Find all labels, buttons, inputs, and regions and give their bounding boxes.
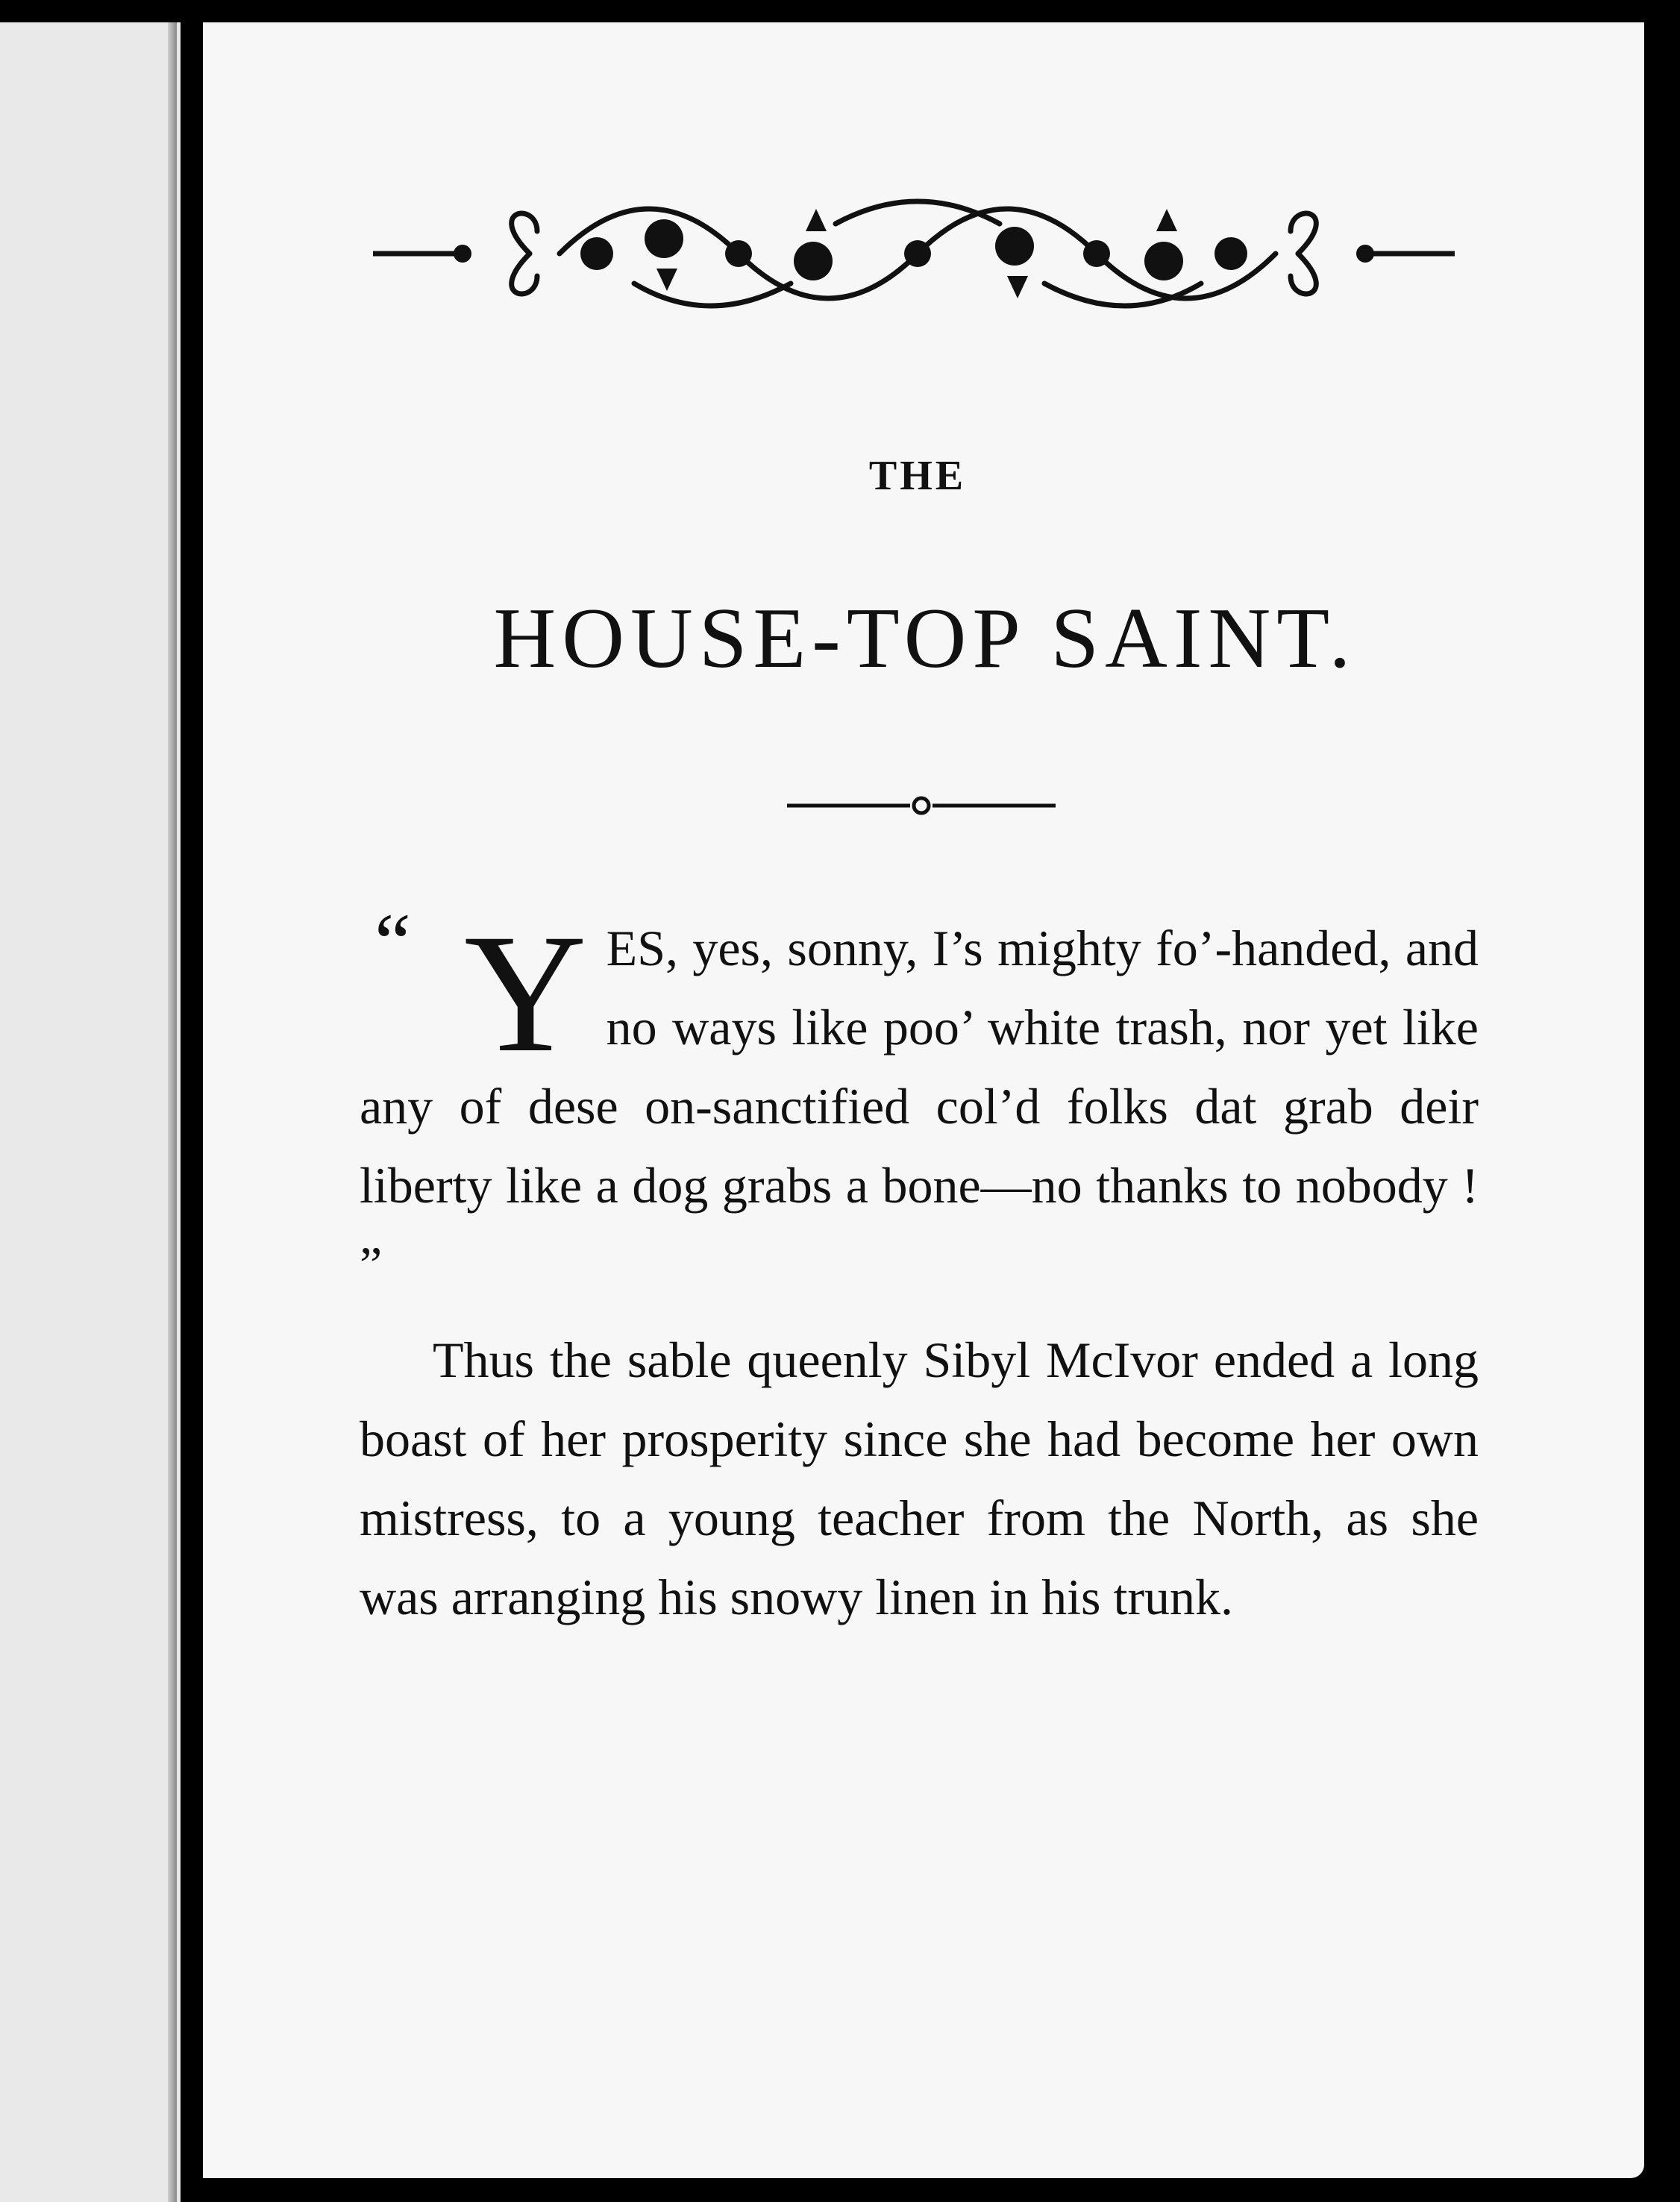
heading-the: THE bbox=[868, 453, 967, 499]
drop-cap: Y bbox=[464, 900, 587, 1088]
page-title: HOUSE-TOP SAINT. bbox=[493, 591, 1357, 686]
opening-quote-mark: “ bbox=[374, 897, 411, 988]
body-text bbox=[360, 897, 1479, 1637]
facing-page-edge bbox=[0, 22, 181, 2202]
paragraph-1 bbox=[360, 897, 1479, 1304]
floral-scroll-ornament bbox=[373, 179, 1455, 343]
rule-with-circle-divider bbox=[783, 791, 1059, 821]
paragraph-1-text: ES, yes, sonny, I’s mighty fo’-handed, and no ways like poo’ white trash, nor yet like any of dese on-sanctified col’d folks dat grab deir liberty like a dog grabs a bone—no thanks to nobody ! ” bbox=[360, 920, 1479, 1293]
paragraph-2: Thus the sable queenly Sibyl McIvor ended a long boast of her prosperity since she had become her own mistress, to a young teacher from the North, as she was arranging his snowy linen in his trunk. bbox=[360, 1331, 1479, 1625]
